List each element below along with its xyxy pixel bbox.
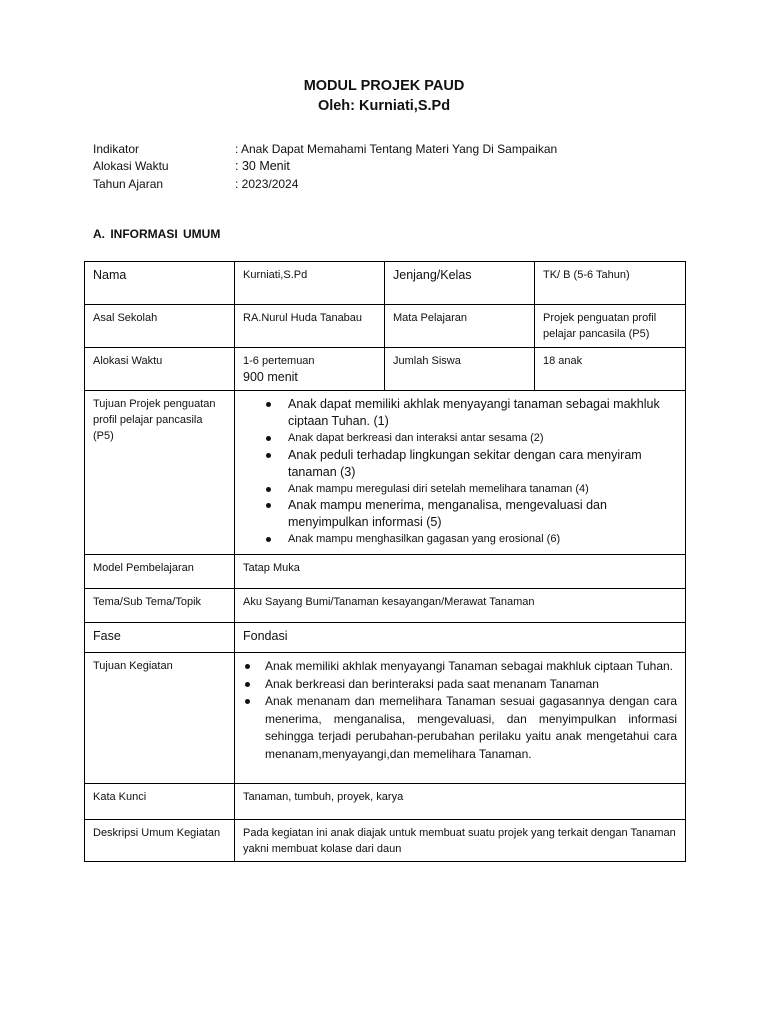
alokasi-value-line: 900 menit xyxy=(243,370,298,384)
jenjang-value: TK/ B (5-6 Tahun) xyxy=(535,262,686,305)
table-row xyxy=(85,589,686,623)
tema-value: Aku Sayang Bumi/Tanaman kesayangan/Merawat Tanaman xyxy=(235,589,686,623)
list-item-text: Anak dapat memiliki akhlak menyayangi tanaman sebagai makhluk ciptaan Tuhan. (1) xyxy=(288,397,660,428)
list-item-text: Anak mampu menerima, menganalisa, mengevaluasi dan menyimpulkan informasi (5) xyxy=(288,498,607,529)
meta-value: : 30 Menit xyxy=(235,159,290,174)
list-item-text: Anak dapat berkreasi dan interaksi antar sesama (2) xyxy=(288,432,544,444)
list-item xyxy=(243,658,677,676)
document-author: Oleh: Kurniati,S.Pd xyxy=(317,98,451,114)
list-item-text: Anak mampu meregulasi diri setelah memelihara tanaman (4) xyxy=(288,482,589,495)
list-item xyxy=(243,396,677,430)
bullet-icon xyxy=(266,503,271,508)
meta-value: : 2023/2024 xyxy=(235,176,299,191)
tujuan-kegiatan-list xyxy=(243,658,677,763)
deskripsi-label: Deskripsi Umum Kegiatan xyxy=(85,820,235,862)
jenjang-label: Jenjang/Kelas xyxy=(385,262,535,305)
section-heading: A. INFORMASI UMUM xyxy=(93,227,221,241)
bullet-icon xyxy=(266,436,271,441)
list-item xyxy=(243,676,677,694)
list-item xyxy=(243,430,677,447)
tujuan-p5-list xyxy=(243,396,677,548)
fase-label: Fase xyxy=(85,623,235,653)
alokasi-label: Alokasi Waktu xyxy=(85,348,235,391)
meta-row-tahun xyxy=(93,175,557,193)
kata-kunci-value: Tanaman, tumbuh, proyek, karya xyxy=(235,784,686,820)
list-item-text: Anak menanam dan memelihara Tanaman sesuai gagasannya dengan cara menerima, menganalisa, mengevaluasi, dan menyimpulkan informasi sehingga terjadi perubahan-perubahan perilaku yaitu anak mengetahui cara menanam,menyayangi,dan memelihara Tanaman. xyxy=(265,694,677,761)
mapel-label: Mata Pelajaran xyxy=(385,305,535,348)
list-item xyxy=(243,481,677,498)
table-row xyxy=(85,820,686,862)
info-table xyxy=(84,261,686,862)
meta-row-indikator xyxy=(93,140,557,158)
list-item-text: Anak berkreasi dan berinteraksi pada saat menanam Tanaman xyxy=(265,676,599,691)
table-row xyxy=(85,391,686,555)
meta-value: : Anak Dapat Memahami Tentang Materi Yang Di Sampaikan xyxy=(235,141,558,156)
list-item xyxy=(243,447,677,481)
table-row xyxy=(85,348,686,391)
bullet-icon xyxy=(245,682,250,687)
list-item-text: Anak mampu menghasilkan gagasan yang erosional (6) xyxy=(288,533,561,545)
deskripsi-value: Pada kegiatan ini anak diajak untuk membuat suatu projek yang terkait dengan Tanaman yakni membuat kolase dari daun xyxy=(235,820,686,862)
list-item xyxy=(243,497,677,531)
meta-label: Tahun Ajaran xyxy=(93,176,164,191)
asal-label: Asal Sekolah xyxy=(85,305,235,348)
table-row xyxy=(85,555,686,589)
nama-value: Kurniati,S.Pd xyxy=(235,262,385,305)
alokasi-value-line: 1-6 pertemuan xyxy=(243,355,315,367)
bullet-icon xyxy=(266,487,271,492)
tujuan-kegiatan-label: Tujuan Kegiatan xyxy=(85,653,235,784)
bullet-icon xyxy=(266,453,271,458)
meta-label: Indikator xyxy=(93,141,140,156)
kata-kunci-label: Kata Kunci xyxy=(85,784,235,820)
bullet-icon xyxy=(266,402,271,407)
meta-label: Alokasi Waktu xyxy=(93,159,169,174)
tujuan-p5-label: Tujuan Projek penguatan profil pelajar pancasila (P5) xyxy=(85,391,235,555)
model-value: Tatap Muka xyxy=(235,555,686,589)
bullet-icon xyxy=(266,537,271,542)
meta-block xyxy=(93,140,557,193)
model-label: Model Pembelajaran xyxy=(85,555,235,589)
mapel-value: Projek penguatan profil pelajar pancasila (P5) xyxy=(535,305,686,348)
tema-label: Tema/Sub Tema/Topik xyxy=(85,589,235,623)
asal-value: RA.Nurul Huda Tanabau xyxy=(235,305,385,348)
list-item xyxy=(243,693,677,763)
table-row xyxy=(85,784,686,820)
table-row xyxy=(85,623,686,653)
list-item-text: Anak peduli terhadap lingkungan sekitar dengan cara menyiram tanaman (3) xyxy=(288,447,642,479)
table-row xyxy=(85,262,686,305)
fase-value: Fondasi xyxy=(235,623,686,653)
bullet-icon xyxy=(245,699,250,704)
alokasi-value xyxy=(235,348,385,391)
document-title: MODUL PROJEK PAUD xyxy=(303,78,465,94)
table-row xyxy=(85,305,686,348)
table-row xyxy=(85,653,686,784)
tujuan-kegiatan-cell xyxy=(235,653,686,784)
tujuan-p5-cell xyxy=(235,391,686,555)
list-item-text: Anak memiliki akhlak menyayangi Tanaman sebagai makhluk ciptaan Tuhan. xyxy=(265,659,674,673)
jumlah-label: Jumlah Siswa xyxy=(385,348,535,391)
list-item xyxy=(243,531,677,548)
bullet-icon xyxy=(245,664,250,669)
jumlah-value: 18 anak xyxy=(535,348,686,391)
nama-label: Nama xyxy=(85,262,235,305)
meta-row-alokasi xyxy=(93,158,557,176)
